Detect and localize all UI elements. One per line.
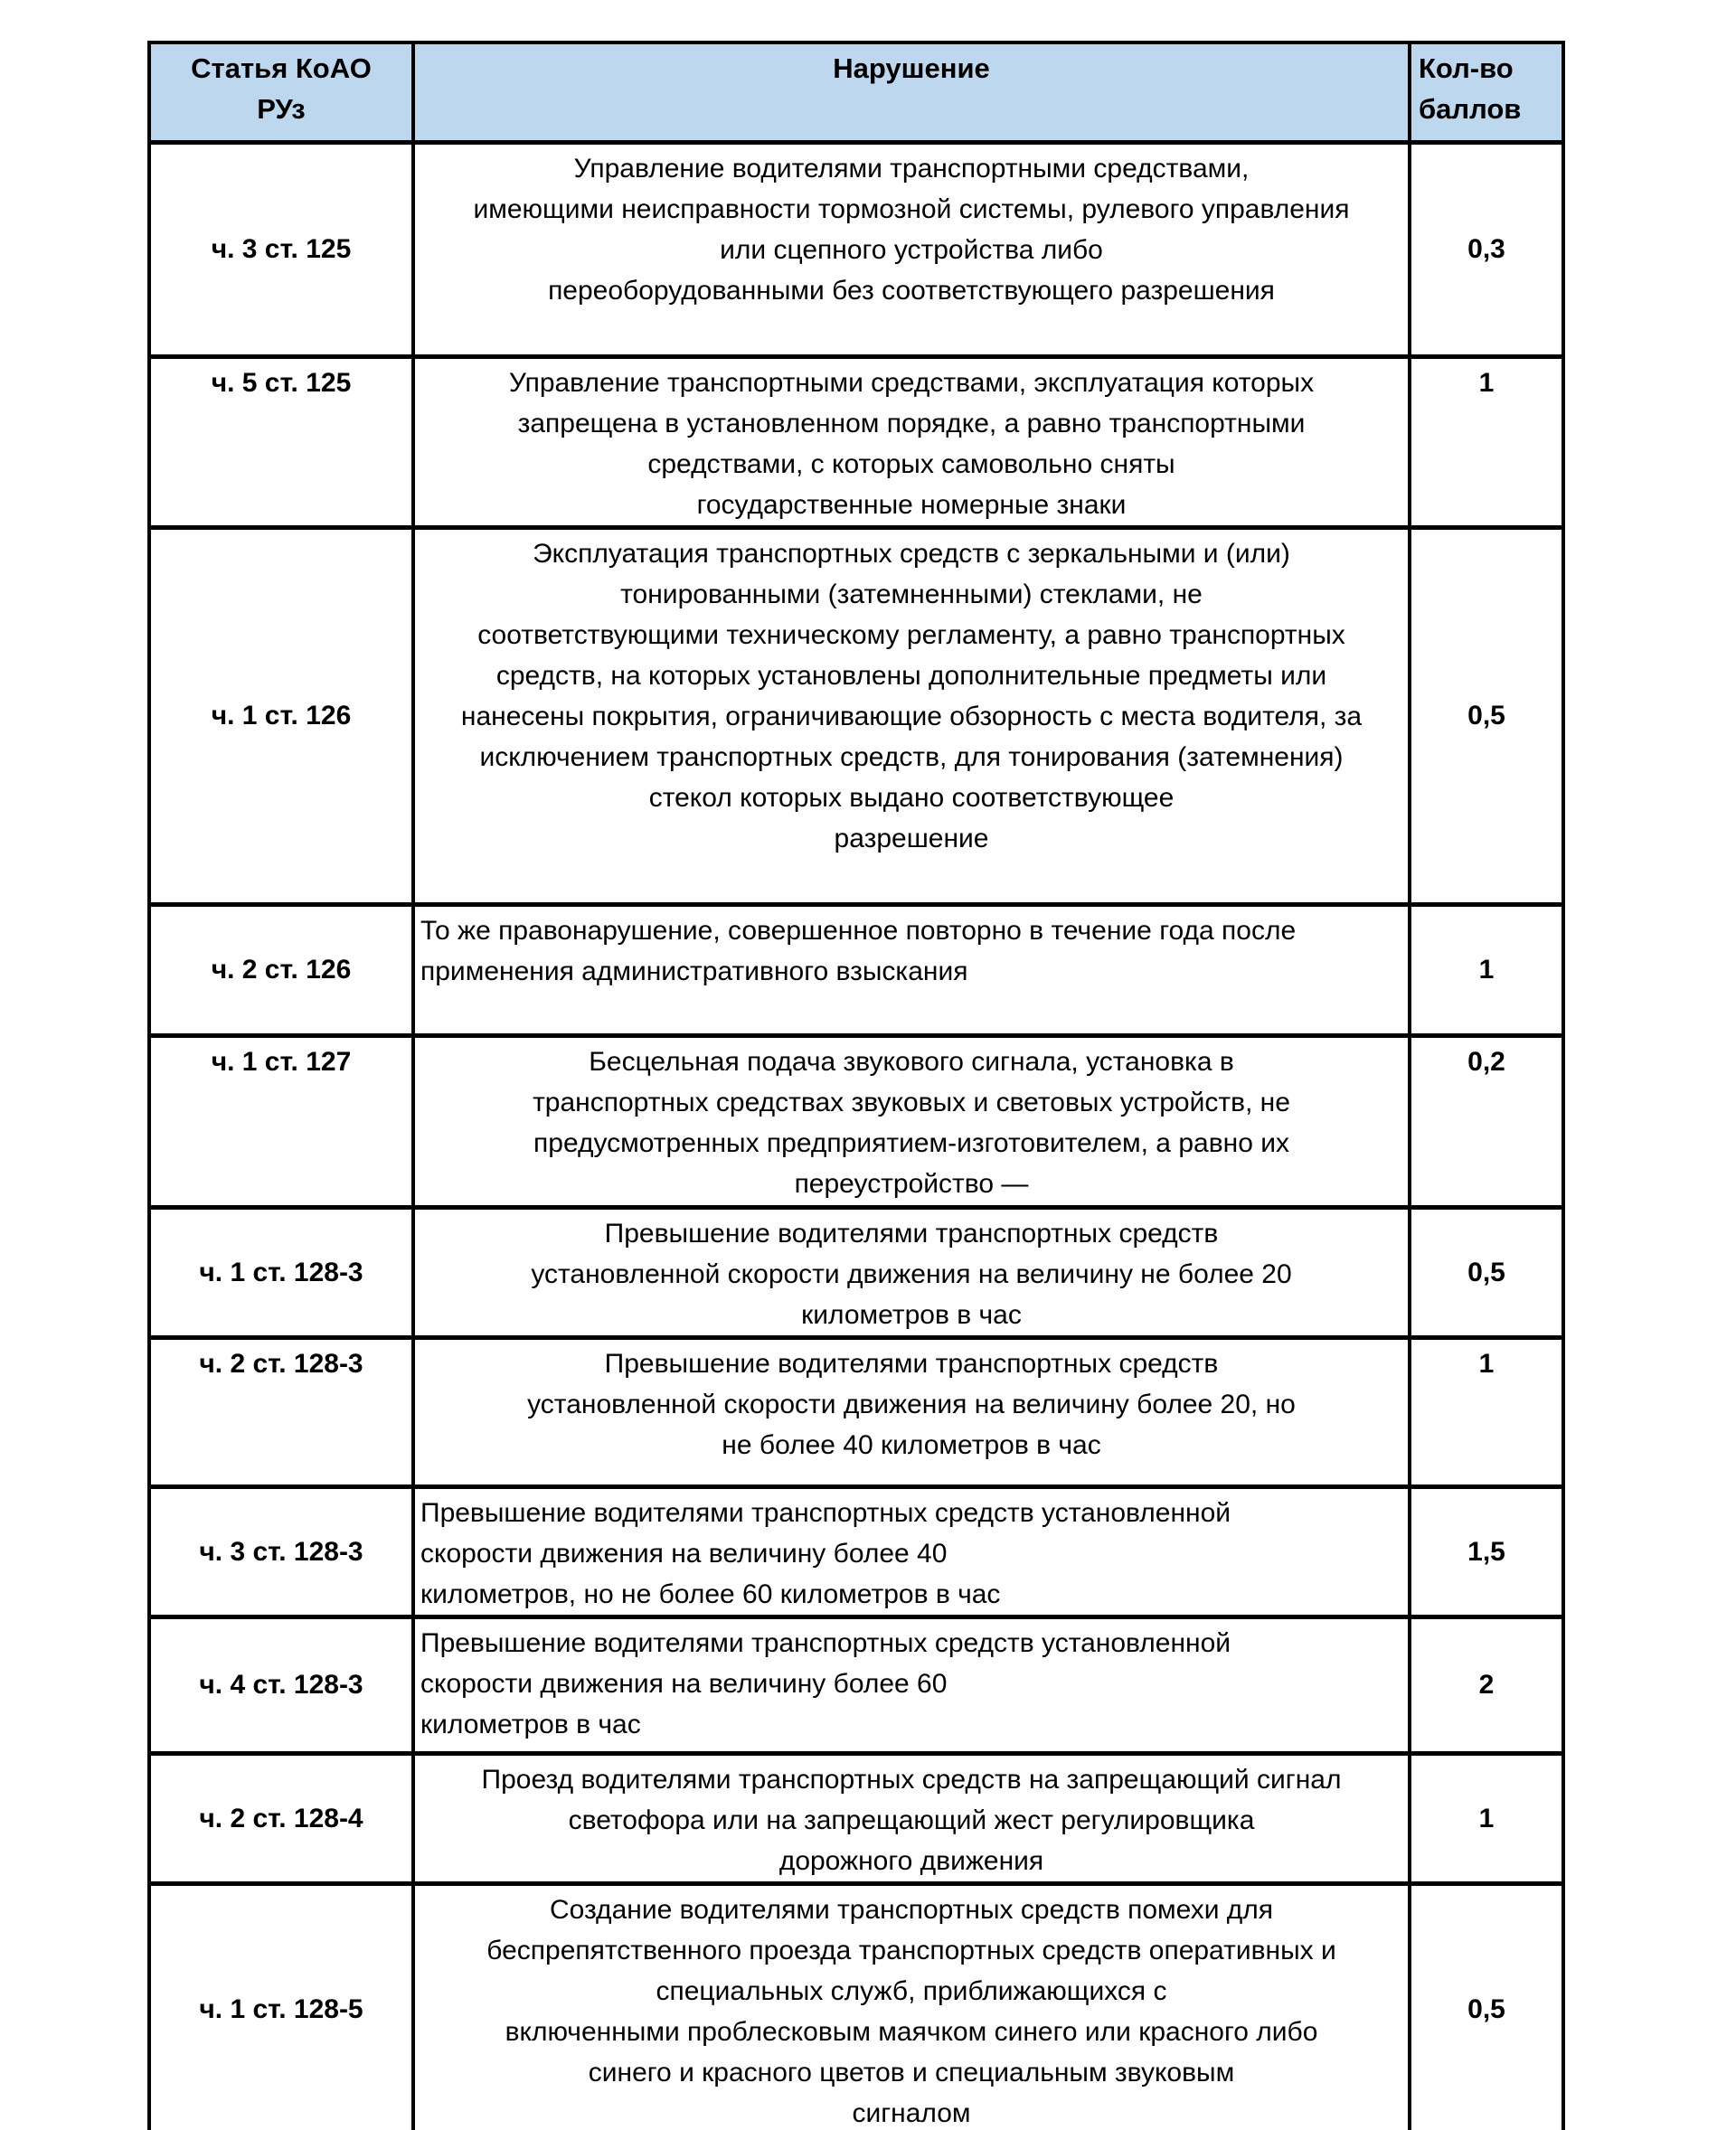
points-cell: 1 — [1410, 904, 1563, 1035]
article-cell: ч. 2 ст. 128-3 — [149, 1337, 413, 1486]
points-cell: 1 — [1410, 1753, 1563, 1883]
violation-text-line: переоборудованными без соответствующего разрешения — [548, 275, 1275, 306]
violation-text-line: переустройство — — [794, 1168, 1029, 1199]
violation-text-line: или сцепного устройства либо — [720, 234, 1103, 265]
violation-cell — [413, 527, 1410, 904]
points-cell: 0,5 — [1410, 1883, 1563, 2130]
violation-text-line: применения административного взыскания — [420, 956, 968, 986]
violation-text-line: запрещена в установленном порядке, а равно транспортными — [517, 408, 1306, 438]
points-cell: 0,5 — [1410, 1207, 1563, 1337]
points-cell: 0,3 — [1410, 142, 1563, 356]
violation-text-line: километров в час — [420, 1709, 641, 1739]
violations-table — [147, 41, 1565, 2130]
table-row — [149, 142, 1563, 356]
article-cell: ч. 3 ст. 128-3 — [149, 1486, 413, 1616]
violation-text-line: специальных служб, приближающихся с — [656, 1975, 1167, 2006]
violation-text-line: исключением транспортных средств, для тонирования (затемнения) — [479, 741, 1344, 772]
violation-text-line: Эксплуатация транспортных средств с зеркальными и (или) — [533, 538, 1290, 569]
violation-cell — [413, 1883, 1410, 2130]
article-cell: ч. 1 ст. 126 — [149, 527, 413, 904]
points-cell: 1 — [1410, 356, 1563, 527]
violation-cell — [413, 1616, 1410, 1753]
violation-text-line: дорожного движения — [778, 1845, 1044, 1876]
header-violation-label: Нарушение — [833, 52, 990, 84]
violation-text-line: Создание водителями транспортных средств помехи для — [549, 1894, 1274, 1925]
violation-cell — [413, 904, 1410, 1035]
violation-text-line: включенными проблесковым маячком синего или красного либо — [505, 2016, 1318, 2047]
article-cell: ч. 3 ст. 125 — [149, 142, 413, 356]
violation-cell — [413, 1035, 1410, 1207]
table-row — [149, 527, 1563, 904]
violation-cell — [413, 1207, 1410, 1337]
violation-text-line: транспортных средствах звуковых и световых устройств, не — [533, 1087, 1290, 1117]
violation-text-line: Управление водителями транспортными средствами, — [573, 153, 1250, 184]
violation-text-line: предусмотренных предприятием-изготовителем, а равно их — [533, 1127, 1289, 1158]
violation-text-line: установленной скорости движения на величину более 20, но — [527, 1389, 1296, 1419]
violation-text-line: То же правонарушение, совершенное повторно в течение года после — [420, 915, 1297, 946]
violation-text-line: Превышение водителями транспортных средств — [604, 1348, 1219, 1379]
points-cell: 0,5 — [1410, 527, 1563, 904]
article-cell: ч. 1 ст. 128-3 — [149, 1207, 413, 1337]
violation-cell — [413, 1337, 1410, 1486]
article-cell: ч. 2 ст. 126 — [149, 904, 413, 1035]
table-row — [149, 1753, 1563, 1883]
violation-text-line: не более 40 километров в час — [722, 1429, 1101, 1460]
violation-text-line: скорости движения на величину более 40 — [420, 1538, 948, 1569]
violation-text-line: километров, но не более 60 километров в час — [420, 1579, 1001, 1609]
article-cell: ч. 2 ст. 128-4 — [149, 1753, 413, 1883]
article-cell: ч. 5 ст. 125 — [149, 356, 413, 527]
header-article-column — [149, 42, 413, 142]
violation-text-line: Бесцельная подача звукового сигнала, установка в — [589, 1046, 1234, 1077]
violation-text-line: средств, на которых установлены дополнительные предметы или — [495, 660, 1327, 691]
violation-text-line: установленной скорости движения на величину не более 20 — [531, 1258, 1292, 1289]
violation-text-line: Проезд водителями транспортных средств на запрещающий сигнал — [481, 1764, 1342, 1795]
table-row — [149, 1337, 1563, 1486]
violation-cell — [413, 356, 1410, 527]
violation-text-line: Превышение водителями транспортных средств установленной — [420, 1497, 1231, 1528]
violation-cell — [413, 1486, 1410, 1616]
header-text-line: РУз — [257, 93, 306, 125]
article-cell: ч. 4 ст. 128-3 — [149, 1616, 413, 1753]
violation-text-line: средствами, с которых самовольно сняты — [647, 448, 1175, 479]
table-body — [149, 142, 1563, 2130]
table-row — [149, 904, 1563, 1035]
violation-text-line: государственные номерные знаки — [696, 489, 1127, 520]
violation-cell — [413, 1753, 1410, 1883]
violation-text-line: стекол которых выдано соответствующее — [648, 782, 1175, 813]
header-points-column — [1410, 42, 1563, 142]
violation-text-line: нанесены покрытия, ограничивающие обзорность с места водителя, за — [460, 701, 1363, 731]
violation-text-line: километров в час — [801, 1299, 1022, 1330]
points-cell: 1 — [1410, 1337, 1563, 1486]
violation-text-line: соответствующими техническому регламенту, а равно транспортных — [477, 619, 1345, 650]
header-text-line: Кол-во — [1419, 52, 1514, 84]
violation-text-line: Превышение водителями транспортных средств установленной — [420, 1627, 1231, 1658]
table-row — [149, 1035, 1563, 1207]
table-row — [149, 1207, 1563, 1337]
violation-text-line: скорости движения на величину более 60 — [420, 1668, 948, 1699]
violation-text-line: сигналом — [852, 2097, 971, 2128]
violation-text-line: светофора или на запрещающий жест регулировщика — [568, 1805, 1255, 1835]
table-row — [149, 356, 1563, 527]
violation-text-line: Управление транспортными средствами, эксплуатация которых — [508, 367, 1315, 398]
table-row — [149, 1486, 1563, 1616]
violation-cell — [413, 142, 1410, 356]
table-row — [149, 1616, 1563, 1753]
points-cell: 1,5 — [1410, 1486, 1563, 1616]
points-cell: 2 — [1410, 1616, 1563, 1753]
header-text-line: Статья КоАО — [191, 52, 372, 84]
article-cell: ч. 1 ст. 127 — [149, 1035, 413, 1207]
header-violation-column — [413, 42, 1410, 142]
violation-text-line: беспрепятственного проезда транспортных средств оперативных и — [486, 1935, 1336, 1965]
violation-text-line: синего и красного цветов и специальным звуковым — [588, 2057, 1235, 2088]
table-row — [149, 1883, 1563, 2130]
article-cell: ч. 1 ст. 128-5 — [149, 1883, 413, 2130]
points-cell: 0,2 — [1410, 1035, 1563, 1207]
header-text-line: баллов — [1419, 93, 1522, 125]
violation-text-line: Превышение водителями транспортных средств — [604, 1218, 1219, 1249]
violation-text-line: тонированными (затемненными) стеклами, не — [620, 579, 1203, 609]
violation-text-line: имеющими неисправности тормозной системы, рулевого управления — [473, 193, 1350, 224]
violation-text-line: разрешение — [834, 823, 989, 853]
table-header-row — [149, 42, 1563, 142]
